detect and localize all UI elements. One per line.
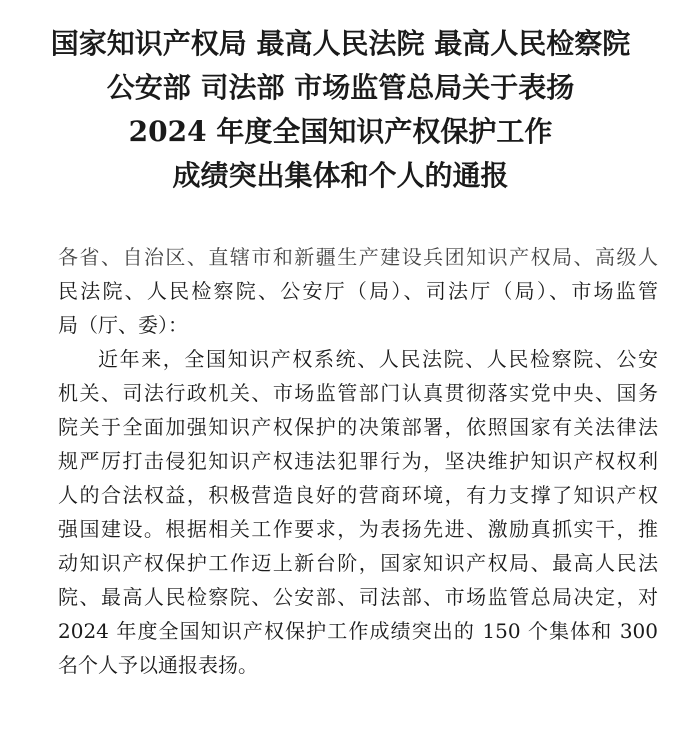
body-line-4: 规严厉打击侵犯知识产权违法犯罪行为，坚决维护知识产权权利 <box>58 449 658 473</box>
body-line-5: 人的合法权益，积极营造良好的营商环境，有力支撑了知识产权 <box>58 483 658 507</box>
salutation-line-1: 各省、自治区、直辖市和新疆生产建设兵团知识产权局、高级人 <box>58 245 658 269</box>
title-line-2: 公安部 司法部 市场监管总局关于表扬 <box>106 71 575 104</box>
body-line-10: 名个人予以通报表扬。 <box>58 653 258 677</box>
body-line-9: 2024 年度全国知识产权保护工作成绩突出的 150 个集体和 300 <box>58 619 658 643</box>
salutation-line-3: 局（厅、委）： <box>58 313 188 337</box>
document-body <box>58 240 658 682</box>
body-line-6: 强国建设。根据相关工作要求，为表扬先进、激励真抓实干，推 <box>58 517 658 541</box>
body-line-7: 动知识产权保护工作迈上新台阶，国家知识产权局、最高人民法 <box>58 551 658 575</box>
title-line-4: 成绩突出集体和个人的通报 <box>172 159 509 192</box>
title-line-1: 国家知识产权局 最高人民法院 最高人民检察院 <box>50 27 631 60</box>
title-line-3: 2024 年度全国知识产权保护工作 <box>128 115 553 148</box>
body-line-2: 机关、司法行政机关、市场监管部门认真贯彻落实党中央、国务 <box>58 381 658 405</box>
document-title <box>0 22 681 198</box>
body-line-3: 院关于全面加强知识产权保护的决策部署，依照国家有关法律法 <box>58 415 658 439</box>
body-paragraph <box>58 342 658 682</box>
body-line-8: 院、最高人民检察院、公安部、司法部、市场监管总局决定，对 <box>58 585 658 609</box>
body-line-1: 近年来，全国知识产权系统、人民法院、人民检察院、公安 <box>98 347 658 371</box>
salutation <box>58 240 658 342</box>
salutation-line-2: 民法院、人民检察院、公安厅（局）、司法厅（局）、市场监管 <box>58 279 658 303</box>
